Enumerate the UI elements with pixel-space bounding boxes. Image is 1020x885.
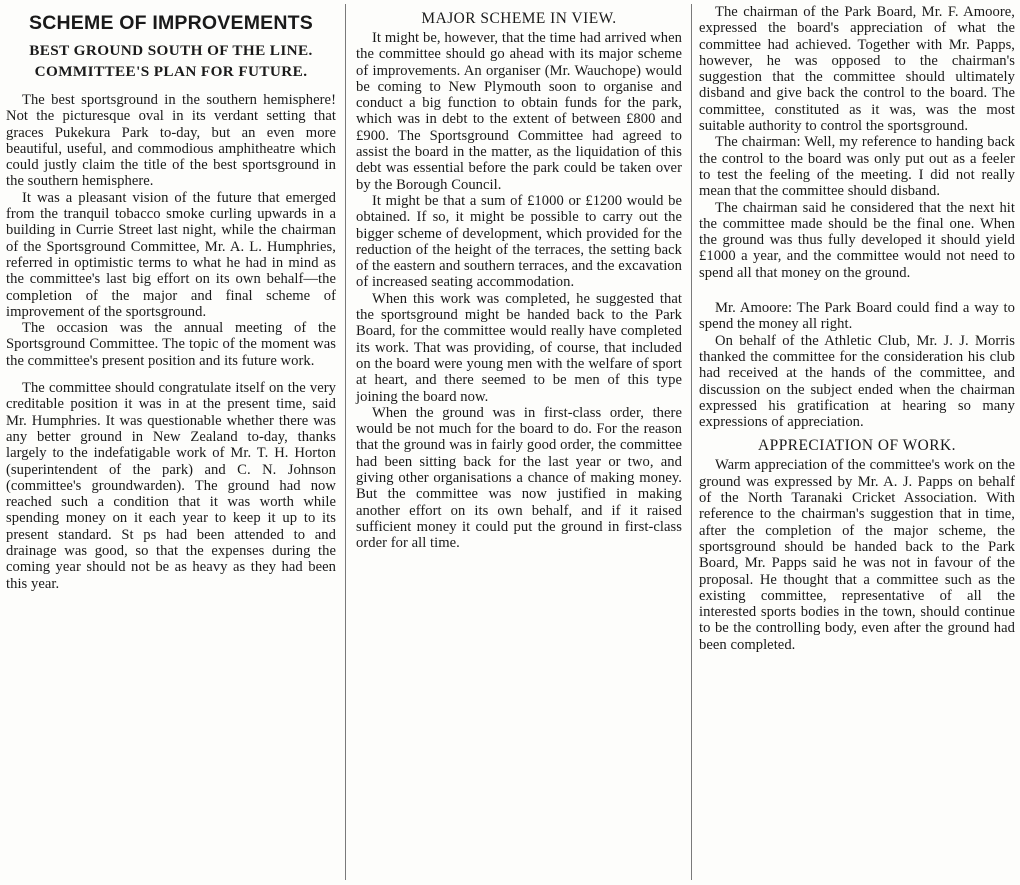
section-heading: MAJOR SCHEME IN VIEW. — [421, 10, 617, 27]
paragraph: Mr. Amoore: The Park Board could find a way to spend the money all right. — [699, 300, 1015, 333]
paragraph: The chairman of the Park Board, Mr. F. Amoore, expressed the board's appreciation of what the committee had achieved. Together with Mr. Papps, however, he was opposed to the chairman's suggestion that the committee should ultimately disband and give back the control to the board. The committee, constituted as it was, was the most suitable authority to control the sportsground. — [699, 4, 1015, 135]
paragraph: The occasion was the annual meeting of the Sportsground Committee. The topic of the moment was the committee's present position and its future work. — [6, 320, 336, 369]
paragraph: The committee should congratulate itself on the very creditable position it was in at the present time, said Mr. Humphries. It was questionable whether there was any better ground in New Zealand to-day, thanks largely to the indefatigable work of Mr. T. H. Horton (superintendent of the park) and C. N. Johnson (committee's groundwarden). The ground had now reached such a condition that it was worth while spending money on it each year to keep it up to its present standard. St ps had been attended to and drainage was good, so that the expenses during the coming year should not be as heavy as they had been this year. — [6, 380, 336, 592]
paragraph: It was a pleasant vision of the future that emerged from the tranquil tobacco smoke curling upwards in a building in Currie Street last night, while the chairman of the Sportsground Committee, Mr. A. L. Humphries, referred in optimistic terms to what he had in mind as the committee's last big effort on its own behalf—the completion of the major and final scheme of improvement of the sportsground. — [6, 189, 336, 320]
column-1 — [0, 0, 342, 592]
paragraph: The chairman said he considered that the next hit the committee made should be the final one. When the ground was thus fully developed it should yield £1000 a year, and the committee would not need to spend all that money on the ground. — [699, 199, 1015, 281]
paragraph: When the ground was in first-class order, there would be not much for the board to do. For the reason that the ground was in fairly good order, the committee had been sitting back for the last year or two, and giving other organisations a chance of making money. But the committee was now justified in making another effort on its own behalf, and if it raised sufficient money it could put the ground in first-class order for all time. — [356, 404, 682, 552]
column-rule — [345, 4, 346, 880]
column-rule — [691, 4, 692, 880]
subheadline: BEST GROUND SOUTH OF THE LINE. — [29, 42, 313, 59]
column-3 — [695, 0, 1020, 653]
paragraph: Warm appreciation of the committee's work on the ground was expressed by Mr. A. J. Papps on behalf of the North Taranaki Cricket Association. With reference to the chairman's suggestion that in time, after the completion of the major scheme, the sportsground should be handed back to the Park Board, Mr. Papps said he was not in favour of the proposal. He thought that a committee such as the existing committee, representative of all the interested sports bodies in the town, should continue to be the controlling body, even after the ground had been completed. — [699, 457, 1015, 653]
section-heading: APPRECIATION OF WORK. — [758, 437, 956, 455]
paragraph: When this work was completed, he suggested that the sportsground might be handed back to the Park Board, for the committee would really have completed its work. That was providing, of course, that included on the board were young men with the welfare of sport at heart, and there seemed to be men of this type joining the board now. — [356, 290, 682, 405]
paragraph: It might be, however, that the time had arrived when the committee should go ahead with its major scheme of improvements. An organiser (Mr. Wauchope) would be coming to New Plymouth soon to organise and conduct a big function to obtain funds for the park, which was in debt to the extent of between £800 and £900. The Sportsground Committee had agreed to assist the board in the matter, as the liquidation of this debt was essential before the park could be taken over by the Borough Council. — [356, 30, 682, 193]
subheadline: COMMITTEE'S PLAN FOR FUTURE. — [34, 63, 308, 80]
paragraph: The best sportsground in the southern hemisphere! Not the picturesque oval in its verdant setting that graces Pukekura Park to-day, but an even more beautiful, useful, and commodious amphitheatre which could justly claim the title of the best sportsground in the southern hemisphere. — [6, 92, 336, 190]
column-2 — [350, 0, 688, 552]
paragraph: It might be that a sum of £1000 or £1200 would be obtained. If so, it might be possible to carry out the bigger scheme of development, which provided for the reduction of the height of the terraces, the setting back of the eastern and southern terraces, and the excavation of increased seating accommodation. — [356, 192, 682, 291]
paragraph: On behalf of the Athletic Club, Mr. J. J. Morris thanked the committee for the consideration his club had received at the hands of the committee, and discussion on the subject ended when the chairman expressed his gratification at hearing so many expressions of appreciation. — [699, 332, 1015, 431]
headline: SCHEME OF IMPROVEMENTS — [29, 12, 313, 34]
paragraph: The chairman: Well, my reference to handing back the control to the board was only put out as a feeler to test the feeling of the meeting. I did not really mean that the committee should disband. — [699, 134, 1015, 200]
